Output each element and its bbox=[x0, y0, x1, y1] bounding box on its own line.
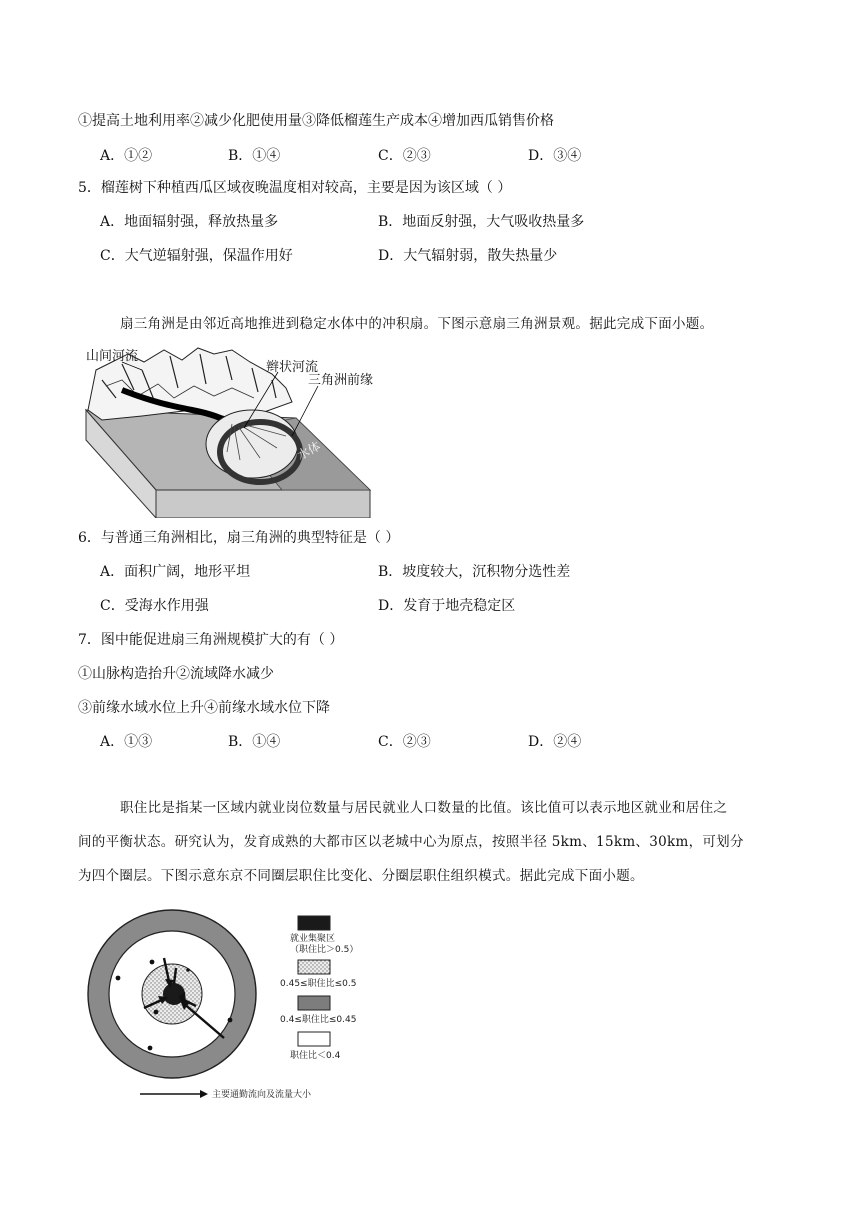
q7-option-c: C．②③ bbox=[378, 734, 431, 750]
q6-option-a: A．面积广阔，地形平坦 bbox=[100, 564, 251, 580]
tokyo-ring-diagram bbox=[84, 908, 384, 1106]
q4-option-b: B．①④ bbox=[228, 148, 281, 164]
q4-option-a: A．①② bbox=[100, 148, 153, 164]
label-delta-front: 三角洲前缘 bbox=[308, 373, 374, 388]
legend-label-4: 职住比＜0.4 bbox=[290, 1051, 341, 1061]
legend-label-2: 0.45≤职住比≤0.5 bbox=[280, 979, 357, 989]
q4-option-c: C．②③ bbox=[378, 148, 431, 164]
legend-label-3: 0.4≤职住比≤0.45 bbox=[280, 1015, 357, 1025]
q7-option-a: A．①③ bbox=[100, 734, 153, 750]
q6-option-d: D．发育于地壳稳定区 bbox=[378, 598, 516, 614]
q7-statement-1: ①山脉构造抬升②流域降水减少 bbox=[78, 666, 274, 682]
label-mountain-river: 山间河流 bbox=[86, 349, 139, 364]
q5-option-b: B．地面反射强，大气吸收热量多 bbox=[378, 214, 585, 230]
q7-option-d: D．②④ bbox=[528, 734, 582, 750]
q5-stem: 5．榴莲树下种植西瓜区域夜晚温度相对较高，主要是因为该区域（ ） bbox=[78, 180, 512, 196]
fan-delta-figure bbox=[82, 340, 382, 518]
passage-job-housing-line2: 间的平衡状态。研究认为，发育成熟的大都市区以老城中心为原点，按照半径 5km、15km、30km，可划分 bbox=[78, 834, 744, 850]
q4-option-d: D．③④ bbox=[528, 148, 582, 164]
q6-stem: 6．与普通三角洲相比，扇三角洲的典型特征是（ ） bbox=[78, 530, 400, 546]
fan-delta-diagram bbox=[82, 340, 382, 518]
q7-statement-2: ③前缘水域水位上升④前缘水域水位下降 bbox=[78, 700, 330, 716]
passage-fan-delta: 扇三角洲是由邻近高地推进到稳定水体中的冲积扇。下图示意扇三角洲景观。据此完成下面小题。 bbox=[120, 316, 714, 332]
passage-job-housing-line3: 为四个圈层。下图示意东京不同圈层职住比变化、分圈层职住组织模式。据此完成下面小题。 bbox=[78, 868, 644, 884]
q7-option-b: B．①④ bbox=[228, 734, 281, 750]
q6-option-c: C．受海水作用强 bbox=[100, 598, 209, 614]
q5-option-c: C．大气逆辐射强，保温作用好 bbox=[100, 248, 293, 264]
q5-option-d: D．大气辐射弱，散失热量少 bbox=[378, 248, 558, 264]
legend-label-1a: 就业集聚区 bbox=[290, 934, 336, 944]
q4-statement: ①提高土地利用率②减少化肥使用量③降低榴莲生产成本④增加西瓜销售价格 bbox=[78, 113, 554, 129]
tokyo-ring-figure bbox=[84, 908, 384, 1106]
legend-label-1b: （职住比＞0.5） bbox=[290, 945, 359, 955]
q7-stem: 7．图中能促进扇三角洲规模扩大的有（ ） bbox=[78, 632, 344, 648]
legend-commute-label: 主要通勤流向及流量大小 bbox=[212, 1090, 312, 1100]
passage-job-housing-line1: 职住比是指某一区域内就业岗位数量与居民就业人口数量的比值。该比值可以表示地区就业和居住之 bbox=[120, 800, 728, 816]
label-braided-river: 辫状河流 bbox=[266, 360, 319, 375]
q5-option-a: A．地面辐射强，释放热量多 bbox=[100, 214, 279, 230]
q6-option-b: B．坡度较大，沉积物分选性差 bbox=[378, 564, 571, 580]
label-water-body: 水体 bbox=[294, 439, 323, 463]
